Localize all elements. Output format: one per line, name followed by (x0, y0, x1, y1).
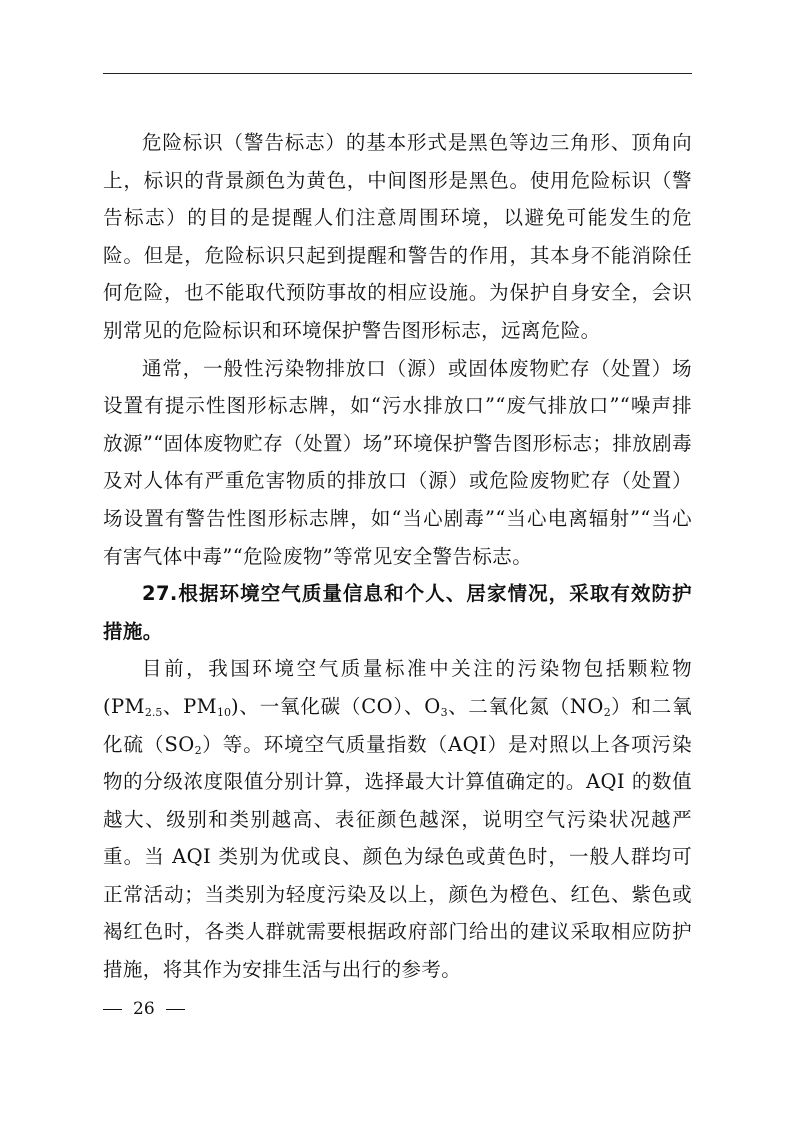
footer-dash-right (166, 1009, 185, 1010)
header-rule (103, 73, 692, 74)
subscript-pm25: 2.5 (144, 705, 163, 719)
aqi-text-1: 目前，我国环境空气质量标准中关注的污染物包括颗粒物(PM (103, 657, 692, 718)
aqi-text-5: ）和二氧化硫（SO (103, 694, 692, 756)
section-heading: 27.根据环境空气质量信息和个人、居家情况，采取有效防护措施。 (103, 582, 692, 643)
paragraph-hazard-signs: 危险标识（警告标志）的基本形式是黑色等边三角形、顶角向上，标识的背景颜色为黄色，中间图形是黑色。使用危险标识（警告标志）的目的是提醒人们注意周围环境，以避免可能发生的危险。但是，危险标识只起到提醒和警告的作用，其本身不能消除任何危险，也不能取代预防事故的相应设施。为保护自身安全，会识别常见的危险标识和环境保护警告图形标志，远离危险。 (103, 131, 692, 342)
aqi-text-4: 、二氧化氮（NO (447, 694, 604, 718)
page-number: 26 (133, 999, 155, 1019)
subscript-so2: 2 (194, 743, 202, 757)
aqi-text-6: ）等。环境空气质量指数（AQI）是对照以上各项污染物的分级浓度限值分别计算，选择最大计算值确定的。AQI 的数值越大、级别和类别越高、表征颜色越深，说明空气污染状况越严重。当 AQI 类别为优或良、颜色为绿色或黄色时，一般人群均可正常活动；当类别为轻度污染及以上，颜色为橙色、红色、紫色或褐红色时，各类人群就需要根据政府部门给出的建议采取相应防护措施，将其作为安排生活与出行的参考。 (103, 732, 692, 982)
subscript-o3: 3 (440, 705, 448, 719)
page-footer (103, 996, 185, 1022)
paragraph-air-quality (103, 650, 692, 988)
footer-dash-left (103, 1009, 122, 1010)
aqi-text-2: 、PM (162, 694, 218, 718)
paragraph-discharge-signs: 通常，一般性污染物排放口（源）或固体废物贮存（处置）场设置有提示性图形标志牌，如“污水排放口”“废气排放口”“噪声排放源”“固体废物贮存（处置）场”环境保护警告图形标志；排放剧毒及对人体有严重危害物质的排放口（源）或危险废物贮存（处置）场设置有警告性图形标志牌，如“当心剧毒”“当心电离辐射”“当心有害气体中毒”“危险废物”等常见安全警告标志。 (103, 356, 692, 568)
subscript-no2: 2 (603, 705, 611, 719)
subscript-pm10: 10 (217, 705, 232, 719)
document-body (103, 124, 692, 989)
aqi-text-3: )、一氧化碳（CO）、O (231, 694, 441, 718)
